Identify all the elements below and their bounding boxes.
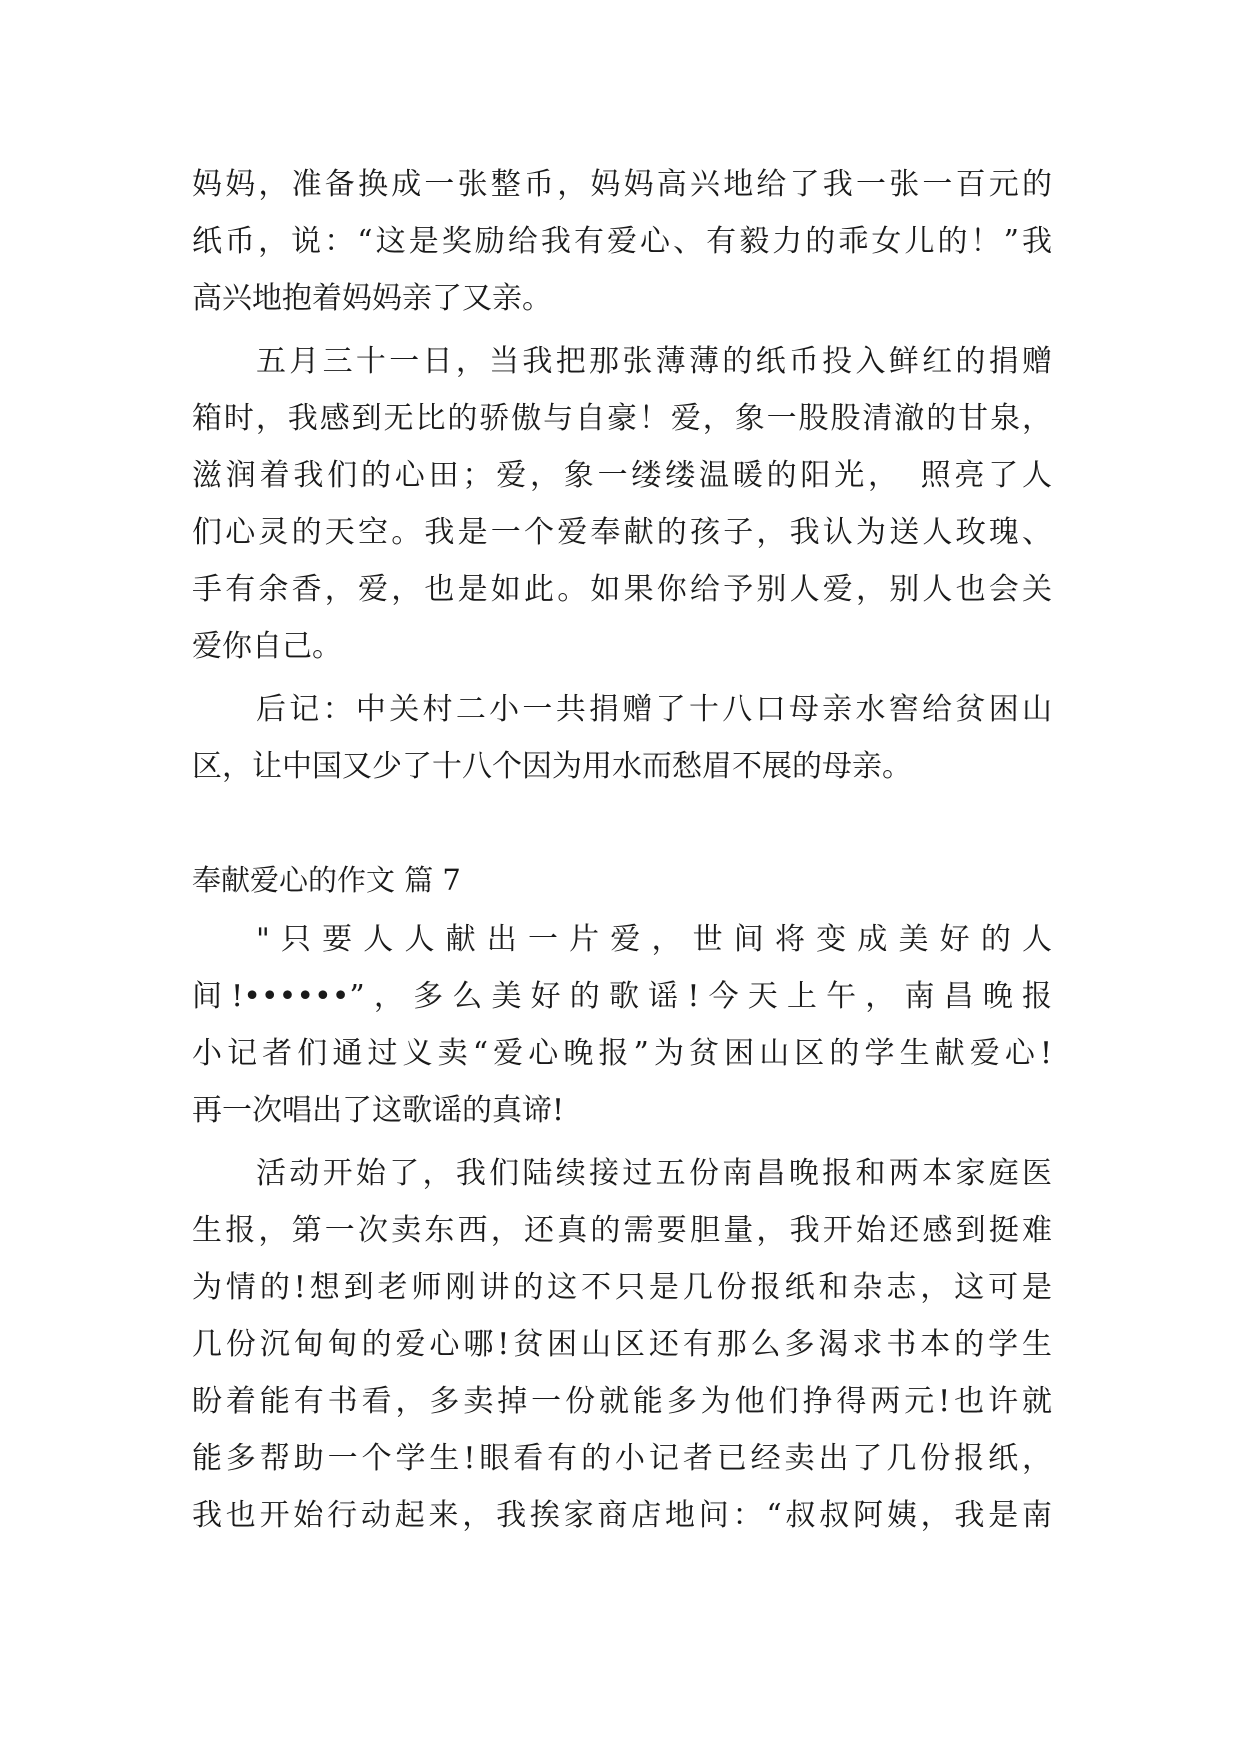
- paragraph-line: 纸币，说：“这是奖励给我有爱心、有毅力的乖女儿的！”我: [192, 224, 1052, 259]
- paragraph-line: 妈妈，准备换成一张整币，妈妈高兴地给了我一张一百元的: [192, 167, 1052, 202]
- paragraph-line: 活动开始了，我们陆续接过五份南昌晚报和两本家庭医: [256, 1156, 1052, 1191]
- paragraph-line: 区，让中国又少了十八个因为用水而愁眉不展的母亲。: [192, 749, 912, 784]
- paragraph-line: 们心灵的天空。我是一个爱奉献的孩子，我认为送人玫瑰、: [192, 515, 1052, 550]
- paragraph-line: "只要人人献出一片爱，世间将变成美好的人: [256, 922, 1052, 957]
- paragraph-line: 间!••••••”，多么美好的歌谣!今天上午，南昌晚报: [192, 979, 1052, 1014]
- paragraph-line: 几份沉甸甸的爱心哪!贫困山区还有那么多渴求书本的学生: [192, 1327, 1052, 1362]
- paragraph-line: 我也开始行动起来，我挨家商店地问：“叔叔阿姨，我是南: [192, 1498, 1052, 1533]
- paragraph-line: 为情的!想到老师刚讲的这不只是几份报纸和杂志，这可是: [192, 1270, 1052, 1305]
- paragraph-line: 滋润着我们的心田；爱，象一缕缕温暖的阳光， 照亮了人: [192, 458, 1052, 493]
- paragraph-line: 能多帮助一个学生!眼看有的小记者已经卖出了几份报纸，: [192, 1441, 1052, 1476]
- paragraph-line: 五月三十一日，当我把那张薄薄的纸币投入鲜红的捐赠: [256, 344, 1052, 379]
- paragraph-line: 小记者们通过义卖“爱心晚报”为贫困山区的学生献爱心!: [192, 1036, 1052, 1071]
- paragraph-line: 高兴地抱着妈妈亲了又亲。: [192, 281, 552, 316]
- paragraph-line: 爱你自己。: [192, 629, 342, 664]
- paragraph-line: 手有余香，爱，也是如此。如果你给予别人爱，别人也会关: [192, 572, 1052, 607]
- paragraph-line: 后记：中关村二小一共捐赠了十八口母亲水窖给贫困山: [256, 692, 1052, 727]
- section-heading: 奉献爱心的作文 篇 7: [192, 863, 461, 897]
- paragraph-line: 箱时，我感到无比的骄傲与自豪！爱，象一股股清澈的甘泉，: [192, 401, 1052, 436]
- paragraph-line: 盼着能有书看，多卖掉一份就能多为他们挣得两元!也许就: [192, 1384, 1052, 1419]
- paragraph-line: 再一次唱出了这歌谣的真谛!: [192, 1093, 565, 1128]
- paragraph-line: 生报，第一次卖东西，还真的需要胆量，我开始还感到挺难: [192, 1213, 1052, 1248]
